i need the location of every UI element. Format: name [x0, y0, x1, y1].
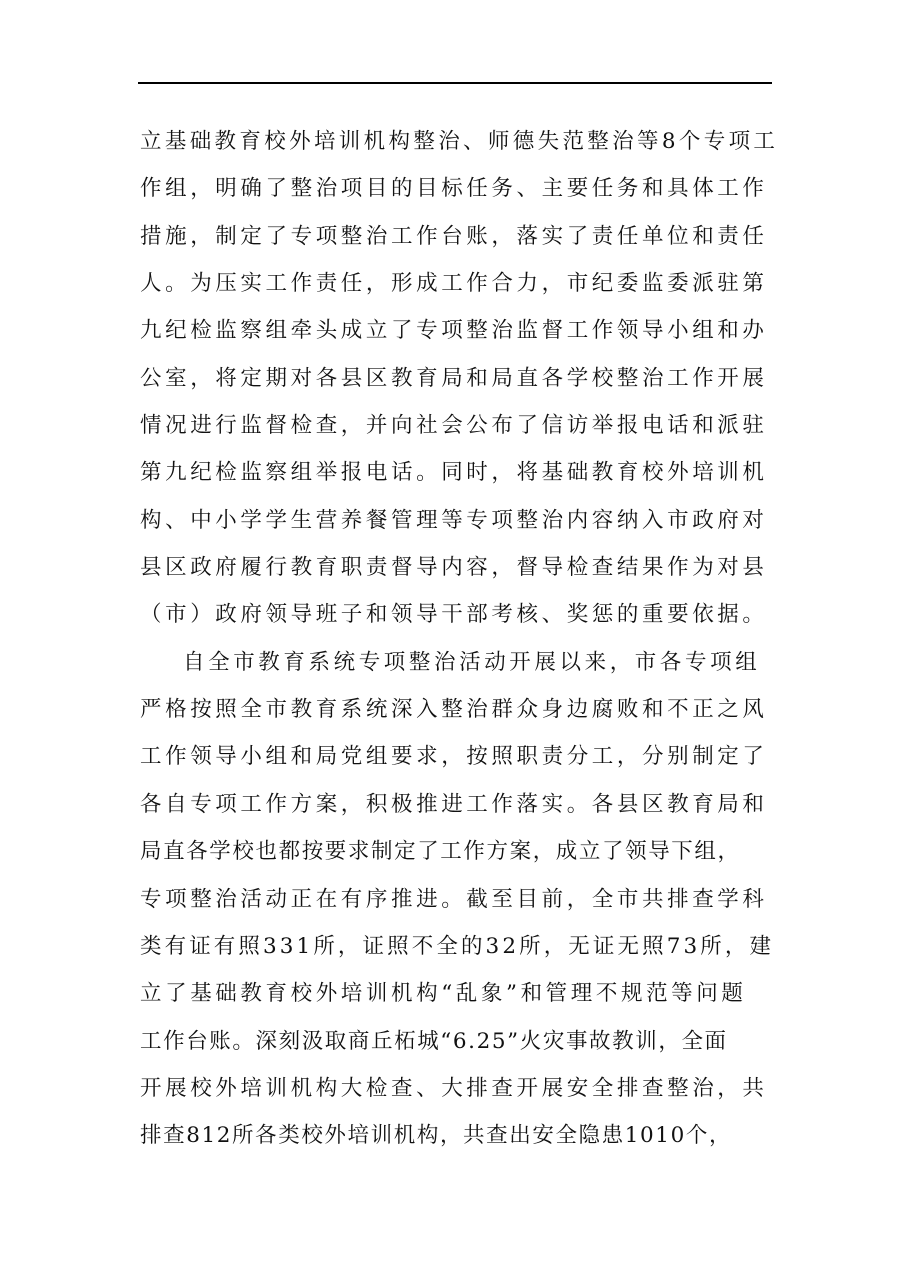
text-line: 立基础教育校外培训机构整治、师德失范整治等8个专项工 — [140, 129, 779, 154]
text-line: 专项整治活动正在有序推进。截至目前，全市共排查学科 — [140, 886, 768, 912]
text-line: 九纪检监察组牵头成立了专项整治监督工作领导小组和办 — [140, 318, 768, 344]
text-line: 公室，将定期对各县区教育局和局直各学校整治工作开展 — [140, 365, 768, 391]
text-line: 第九纪检监察组举报电话。同时，将基础教育校外培训机 — [140, 460, 768, 486]
text-line: 县区政府履行教育职责督导内容，督导检查结果作为对县 — [140, 555, 768, 581]
text-line: 人。为压实工作责任，形成工作合力，市纪委监委派驻第 — [140, 271, 768, 297]
text-line: 措施，制定了专项整治工作台账，落实了责任单位和责任 — [140, 223, 768, 249]
text-line: 局直各学校也都按要求制定了工作方案，成立了领导下组， — [140, 839, 741, 865]
text-line: 排查812所各类校外培训机构，共查出安全隐患1010个， — [140, 1123, 733, 1149]
text-line: 严格按照全市教育系统深入整治群众身边腐败和不正之风 — [140, 697, 768, 723]
text-line: 构、中小学学生营养餐管理等专项整治内容纳入市政府对 — [140, 507, 768, 533]
text-line: 自全市教育系统专项整治活动开展以来，市各专项组 — [183, 649, 761, 675]
document-body — [140, 118, 780, 1160]
text-line: 作组，明确了整治项目的目标任务、主要任务和具体工作 — [140, 176, 768, 202]
text-line: 各自专项工作方案，积极推进工作落实。各县区教育局和 — [140, 791, 768, 817]
text-line: 情况进行监督检查，并向社会公布了信访举报电话和派驻 — [140, 413, 768, 439]
text-line: 立了基础教育校外培训机构“乱象”和管理不规范等问题 — [140, 981, 747, 1007]
text-line: 类有证有照331所，证照不全的32所，无证无照73所，建 — [140, 933, 775, 959]
paragraph-2 — [140, 639, 780, 1160]
paragraph-1 — [140, 118, 780, 639]
text-line: 工作领导小组和局党组要求，按照职责分工，分别制定了 — [140, 744, 768, 770]
text-line: 开展校外培训机构大检查、大排查开展安全排查整治，共 — [140, 1075, 768, 1101]
header-rule — [138, 82, 772, 84]
text-line: （市）政府领导班子和领导干部考核、奖惩的重要依据。 — [140, 602, 768, 628]
text-line: 工作台账。深刻汲取商丘柘城“6.25”火灾事故教训，全面 — [140, 1028, 728, 1054]
